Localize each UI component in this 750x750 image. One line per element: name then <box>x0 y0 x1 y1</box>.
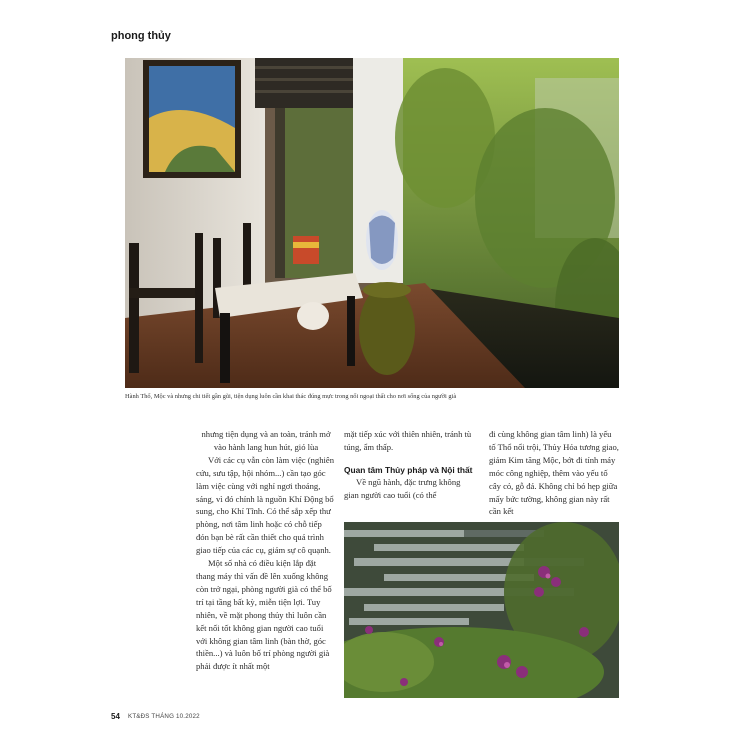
section-label: phong thủy <box>111 30 171 42</box>
article-column-3 <box>489 428 619 518</box>
veranda-garden-image <box>125 58 619 388</box>
magazine-footer: KT&ĐS THÁNG 10.2022 <box>128 713 200 720</box>
stone-wall-flowers-image <box>344 522 619 698</box>
page-number: 54 <box>111 712 120 721</box>
paragraph: Với các cụ vẫn còn làm việc (nghiên cứu, sưu tập, hội nhóm...) cần tạo góc làm việc cùng với nghỉ ngơi thoáng, sáng, vì đó chính là nguồn Khí Động bổ sung, cho Khí Tĩnh. Có thể sắp xếp thư phòng, nơi tâm linh hoặc có chỗ tiếp đón bạn bè rất cần thiết cho quá trình giao tiếp của các cụ, giảm sự cô quạnh. <box>196 454 334 556</box>
garden-photo <box>344 522 619 698</box>
main-photo <box>125 58 619 388</box>
paragraph: Một số nhà có điều kiện lắp đặt thang máy thì vấn đề lên xuống không còn trở ngại, phòng người già có thể bố trí tại tầng bất kỳ, miễn tiện lợi. Tuy nhiên, về mặt phong thủy thì luôn cần kết nối tốt không gian người cao tuổi với không gian tâm linh (bàn thờ, góc thiền...) và luôn bố trí phòng người già phải được ít nhất một <box>196 558 332 672</box>
paragraph: nhưng tiện dụng và an toàn, tránh mở vào hành lang hun hút, gió lùa <box>201 429 331 452</box>
subheading: Quan tâm Thủy pháp và Nội thất <box>344 464 473 475</box>
paragraph: Về ngũ hành, đặc trưng không gian người cao tuổi (có thể <box>344 476 461 500</box>
photo-caption: Hành Thổ, Mộc và nhưng chi tiết gần gũi, tiện dụng luôn cần khai thác đúng mực trong nối ngoại thất cho nơi sống của người già <box>125 393 457 400</box>
article-column-1 <box>196 428 336 673</box>
paragraph: đi cùng không gian tâm linh) là yếu tố Thổ nổi trội, Thủy Hỏa tương giao, giảm Kim tăng Mộc, bớt đi tính máy móc công nghiệp, thêm vào yếu tố cây cỏ, gỗ đá. Không chỉ bó hẹp giữa mấy bức tường, không gian này rất cần kết <box>489 429 619 517</box>
paragraph: mặt tiếp xúc với thiên nhiên, tránh tù túng, ẩm thấp. <box>344 429 472 452</box>
article-column-2 <box>344 428 476 502</box>
